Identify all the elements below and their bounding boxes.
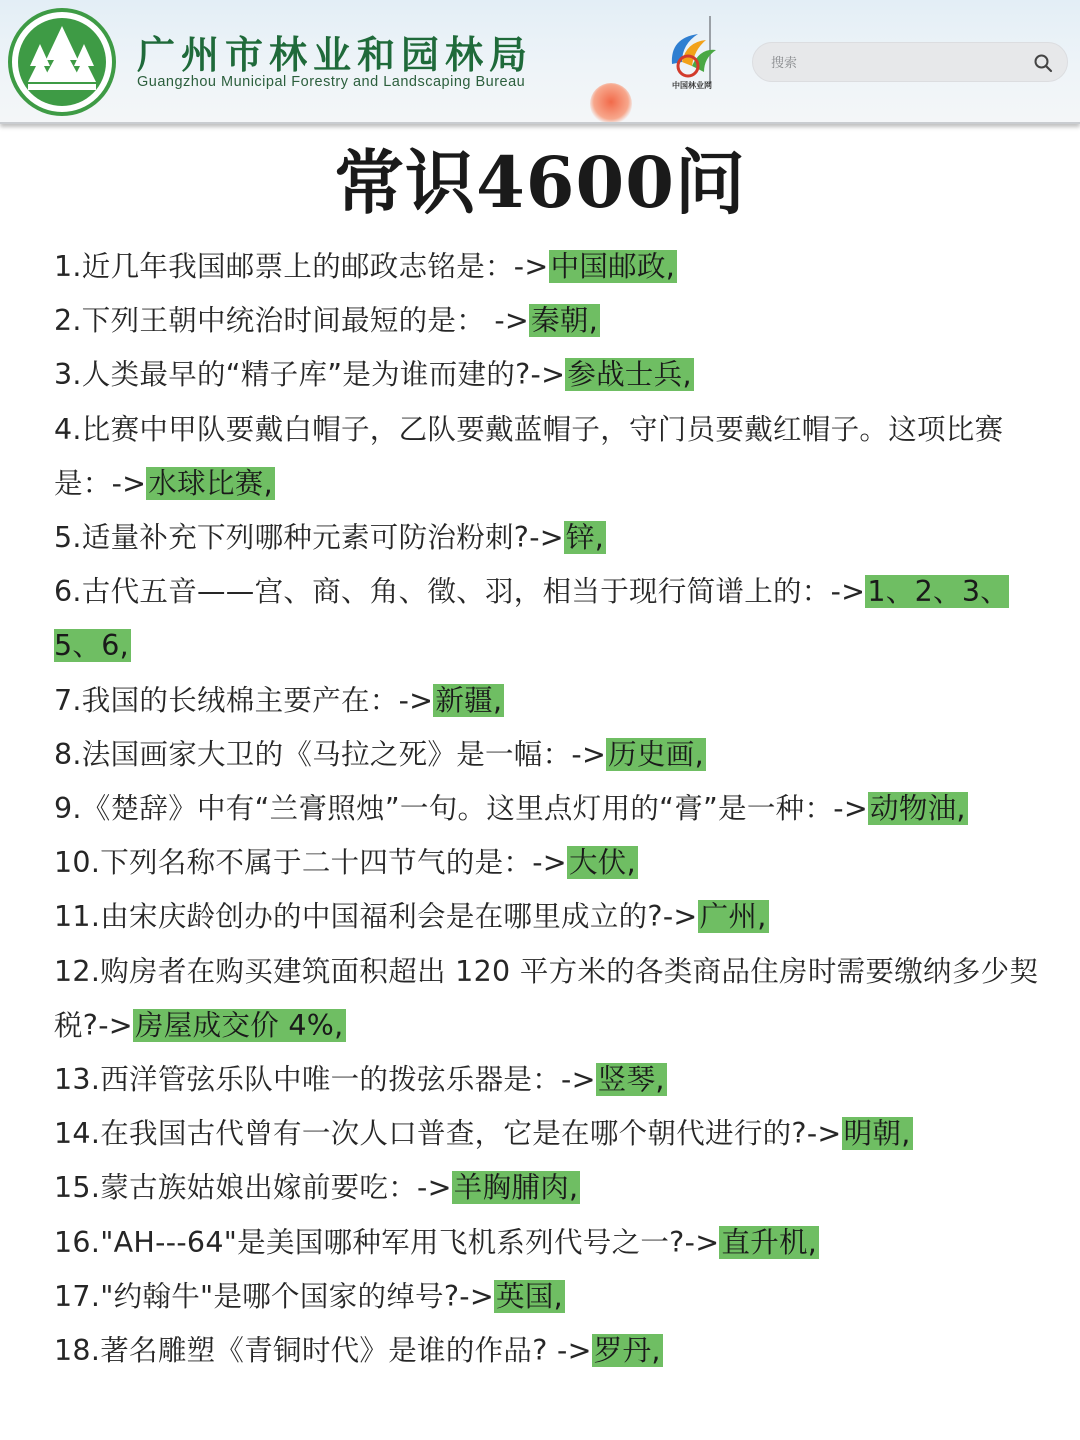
question-text: 16."AH---64"是美国哪种军用飞机系列代号之一?->: [54, 1225, 720, 1259]
list-item: [54, 1161, 1039, 1215]
list-item: [54, 945, 1039, 1053]
answer-highlight: 锌,: [565, 521, 605, 555]
list-item: [54, 1053, 1039, 1107]
question-text: 13.西洋管弦乐队中唯一的拨弦乐器是：->: [54, 1063, 596, 1097]
question-text: 2.下列王朝中统治时间最短的是： ->: [54, 304, 530, 338]
answer-highlight: 直升机,: [721, 1225, 818, 1259]
list-item: [54, 511, 1039, 565]
answer-highlight: 1、2、3、5、6,: [54, 575, 1010, 663]
forestry-logo-icon[interactable]: [8, 8, 116, 116]
question-text: 11.由宋庆龄创办的中国福利会是在哪里成立的?->: [54, 900, 698, 934]
question-text: 7.我国的长绒棉主要产在：->: [54, 683, 434, 717]
question-text: 1.近几年我国邮票上的邮政志铭是：->: [54, 250, 549, 283]
answer-highlight: 羊胸脯肉,: [453, 1171, 579, 1205]
list-item: [54, 1324, 1039, 1378]
decorative-sun: [590, 83, 632, 124]
answer-highlight: 水球比赛,: [148, 466, 273, 500]
search-box[interactable]: [752, 42, 1068, 82]
list-item: [54, 294, 1039, 348]
question-text: 12.购房者在购买建筑面积超出 120 平方米的各类商品住房时需要缴纳多少契税?->: [54, 954, 1039, 1042]
answer-highlight: 动物油,: [870, 792, 966, 826]
list-item: [54, 1107, 1039, 1161]
answer-highlight: 明朝,: [843, 1117, 911, 1151]
answer-highlight: 秦朝,: [531, 304, 599, 338]
question-text: 6.古代五音——宫、商、角、徵、羽，相当于现行简谱上的：->: [54, 575, 866, 609]
list-item: [54, 348, 1039, 402]
bureau-title[interactable]: 广州市林业和园林局: [137, 33, 534, 77]
answer-highlight: 参战士兵,: [567, 358, 692, 392]
answer-highlight: 房屋成交价 4%,: [135, 1008, 344, 1042]
list-item: [54, 240, 1039, 294]
question-text: 9.《楚辞》中有“兰膏照烛”一句。这里点灯用的“膏”是一种：->: [54, 792, 869, 826]
question-list: [54, 240, 1039, 1378]
list-item: [54, 782, 1039, 836]
answer-highlight: 中国邮政,: [550, 250, 676, 283]
list-item: [54, 1216, 1039, 1270]
answer-highlight: 历史画,: [608, 737, 704, 771]
list-item: [54, 890, 1039, 944]
answer-highlight: 大伏,: [569, 846, 636, 880]
list-item: [54, 836, 1039, 890]
list-item: [54, 565, 1039, 673]
page-title: 常识4600问: [334, 141, 746, 224]
question-text: 4.比赛中甲队要戴白帽子，乙队要戴蓝帽子，守门员要戴红帽子。这项比赛是：->: [54, 412, 1004, 500]
answer-highlight: 新疆,: [435, 683, 503, 717]
emblem-label: 中国林业网: [672, 81, 712, 90]
question-text: 14.在我国古代曾有一次人口普查，它是在哪个朝代进行的?->: [54, 1117, 842, 1151]
question-text: 15.蒙古族姑娘出嫁前要吃：->: [54, 1171, 452, 1205]
question-text: 10.下列名称不属于二十四节气的是：->: [54, 846, 567, 880]
answer-highlight: 英国,: [496, 1279, 564, 1313]
list-item: [54, 1270, 1039, 1324]
answer-highlight: 罗丹,: [593, 1334, 661, 1368]
site-header: [0, 0, 1080, 124]
question-text: 3.人类最早的“精子库”是为谁而建的?->: [54, 358, 566, 392]
search-input[interactable]: [771, 51, 1021, 75]
question-text: 8.法国画家大卫的《马拉之死》是一幅：->: [54, 737, 607, 771]
answer-highlight: 广州,: [699, 900, 767, 934]
list-item: [54, 403, 1039, 511]
search-icon[interactable]: [1033, 53, 1053, 73]
answer-highlight: 竖琴,: [597, 1063, 665, 1097]
list-item: [54, 674, 1039, 728]
question-text: 18.著名雕塑《青铜时代》是谁的作品? ->: [54, 1334, 592, 1368]
question-text: 17."约翰牛"是哪个国家的绰号?->: [54, 1279, 495, 1313]
list-item: [54, 728, 1039, 782]
question-text: 5.适量补充下列哪种元素可防治粉刺?->: [54, 521, 564, 555]
bureau-subtitle: Guangzhou Municipal Forestry and Landscaping Bureau: [137, 74, 526, 90]
